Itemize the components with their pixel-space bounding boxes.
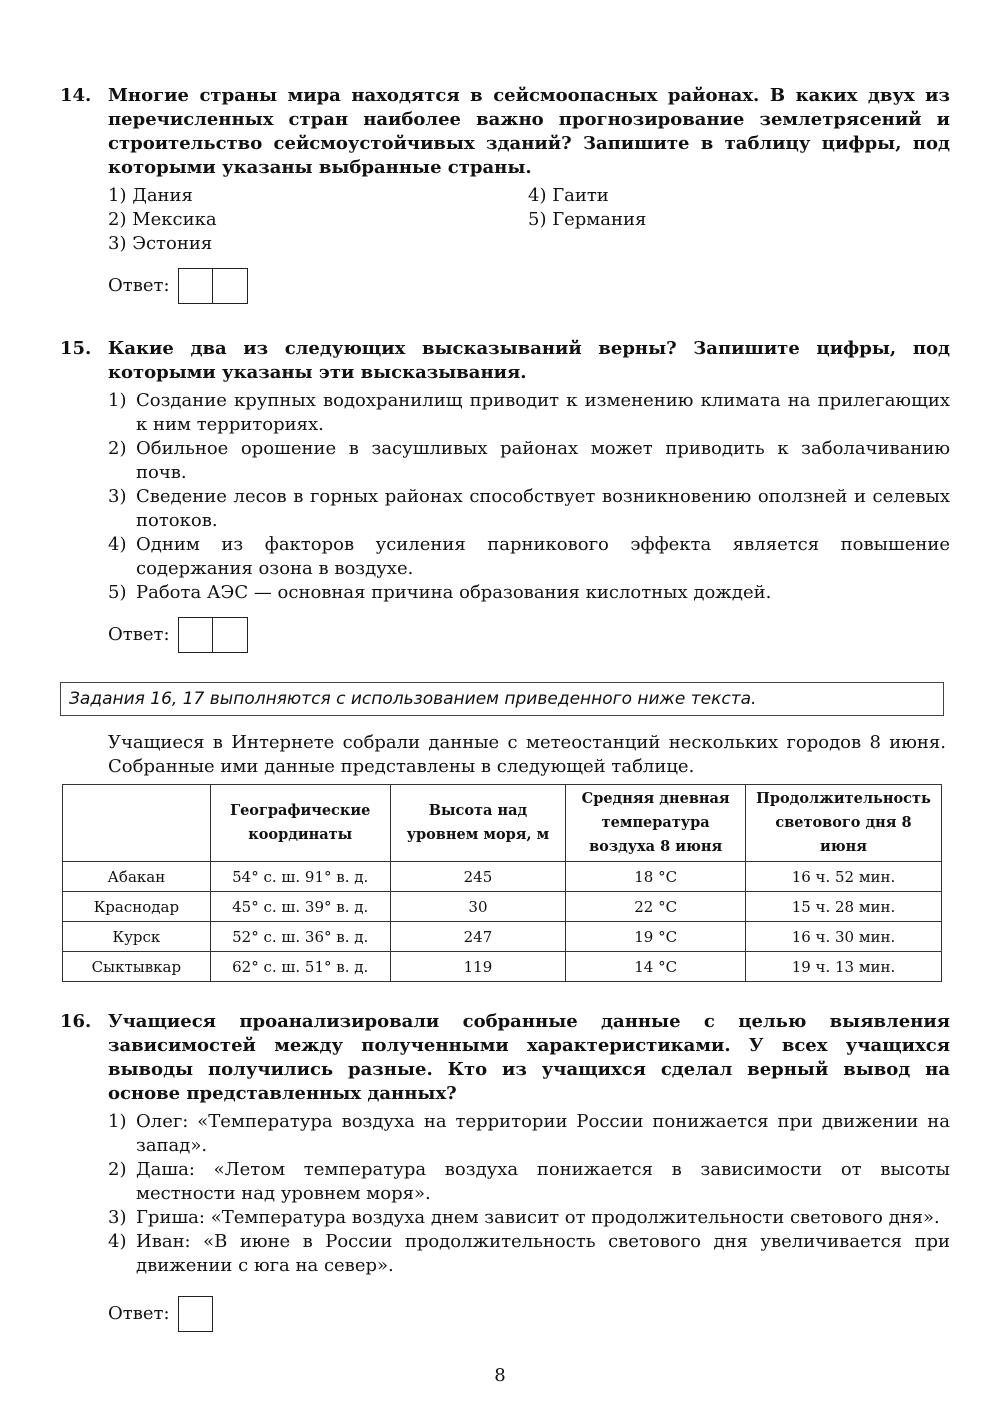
table-row	[63, 952, 942, 982]
answer-box[interactable]	[213, 268, 248, 304]
table-row	[63, 862, 942, 892]
cell-temperature: 14 °C	[566, 952, 746, 982]
column-header: Высота над уровнем моря, м	[390, 785, 566, 862]
options-list	[108, 1110, 950, 1278]
option-item: 1) Олег: «Температура воздуха на территории России понижается при движении на запад».	[108, 1111, 950, 1156]
cell-coordinates: 62° с. ш. 51° в. д.	[210, 952, 390, 982]
option-item: 5) Работа АЭС — основная причина образования кислотных дождей.	[108, 582, 772, 603]
cell-temperature: 18 °C	[566, 862, 746, 892]
cell-city: Краснодар	[63, 892, 211, 922]
option-item: 4) Иван: «В июне в России продолжительность светового дня увеличивается при движении с юга на север».	[108, 1231, 950, 1276]
task-number: 15.	[60, 338, 92, 359]
cell-coordinates: 45° с. ш. 39° в. д.	[210, 892, 390, 922]
column-header: Географические координаты	[210, 785, 390, 862]
intro-text: Учащиеся в Интернете собрали данные с метеостанций нескольких городов 8 июня. Собранные ими данные представлены в следующей таблице.	[108, 732, 946, 777]
option-item: 1) Создание крупных водохранилищ приводит к изменению климата на прилегающих к ним территориях.	[108, 390, 950, 435]
cell-daylight: 16 ч. 30 мин.	[746, 922, 942, 952]
option-item: 5) Германия	[528, 209, 647, 230]
task-16	[60, 1010, 950, 1332]
cell-city: Абакан	[63, 862, 211, 892]
task-14	[60, 84, 950, 304]
cell-daylight: 19 ч. 13 мин.	[746, 952, 942, 982]
options-list	[108, 389, 950, 605]
cell-city: Курск	[63, 922, 211, 952]
answer-label: Ответ:	[108, 1303, 170, 1324]
task-number: 14.	[60, 85, 92, 106]
cell-altitude: 247	[390, 922, 566, 952]
cell-coordinates: 54° с. ш. 91° в. д.	[210, 862, 390, 892]
page-number: 8	[494, 1365, 506, 1386]
task-number: 16.	[60, 1011, 92, 1032]
option-item: 3) Сведение лесов в горных районах способствует возникновению оползней и селевых потоков.	[108, 486, 950, 531]
answer-box[interactable]	[213, 617, 248, 653]
answer-label: Ответ:	[108, 624, 170, 645]
answer-row	[108, 617, 950, 653]
option-item: 2) Мексика	[108, 209, 217, 230]
column-header: Средняя дневная температура воздуха 8 июня	[566, 785, 746, 862]
task-question: Многие страны мира находятся в сейсмоопасных районах. В каких двух из перечисленных стран наиболее важно прогнозирование землетрясений и строительство сейсмоустойчивых зданий? Запишите в таблицу цифры, под которыми указаны выбранные страны.	[108, 85, 950, 178]
task-15	[60, 337, 950, 653]
column-header	[63, 785, 211, 862]
option-item: 4) Гаити	[528, 185, 609, 206]
options-list	[108, 184, 950, 256]
weather-table	[62, 784, 942, 982]
answer-label: Ответ:	[108, 275, 170, 296]
answer-box[interactable]	[178, 268, 213, 304]
column-header: Продолжительность светового дня 8 июня	[746, 785, 942, 862]
answer-row	[108, 1296, 950, 1332]
option-item: 2) Даша: «Летом температура воздуха понижается в зависимости от высоты местности над уровнем моря».	[108, 1159, 950, 1204]
option-item: 1) Дания	[108, 185, 193, 206]
cell-daylight: 16 ч. 52 мин.	[746, 862, 942, 892]
cell-altitude: 245	[390, 862, 566, 892]
task-question: Какие два из следующих высказываний верны? Запишите цифры, под которыми указаны эти высказывания.	[108, 338, 950, 383]
answer-box[interactable]	[178, 1296, 213, 1332]
table-header-row	[63, 785, 942, 862]
option-item: 3) Эстония	[108, 233, 213, 254]
cell-daylight: 15 ч. 28 мин.	[746, 892, 942, 922]
cell-altitude: 30	[390, 892, 566, 922]
cell-temperature: 22 °C	[566, 892, 746, 922]
table-row	[63, 922, 942, 952]
answer-row	[108, 268, 950, 304]
option-item: 3) Гриша: «Температура воздуха днем зависит от продолжительности светового дня».	[108, 1207, 940, 1228]
answer-box[interactable]	[178, 617, 213, 653]
instruction-banner: Задания 16, 17 выполняются с использованием приведенного ниже текста.	[60, 682, 944, 716]
option-item: 2) Обильное орошение в засушливых районах может приводить к заболачиванию почв.	[108, 438, 950, 483]
task-question: Учащиеся проанализировали собранные данные с целью выявления зависимостей между полученными характеристиками. У всех учащихся выводы получились разные. Кто из учащихся сделал верный вывод на основе представленных данных?	[108, 1011, 950, 1104]
table-row	[63, 892, 942, 922]
option-item: 4) Одним из факторов усиления парникового эффекта является повышение содержания озона в воздухе.	[108, 534, 950, 579]
cell-coordinates: 52° с. ш. 36° в. д.	[210, 922, 390, 952]
cell-city: Сыктывкар	[63, 952, 211, 982]
cell-temperature: 19 °C	[566, 922, 746, 952]
cell-altitude: 119	[390, 952, 566, 982]
